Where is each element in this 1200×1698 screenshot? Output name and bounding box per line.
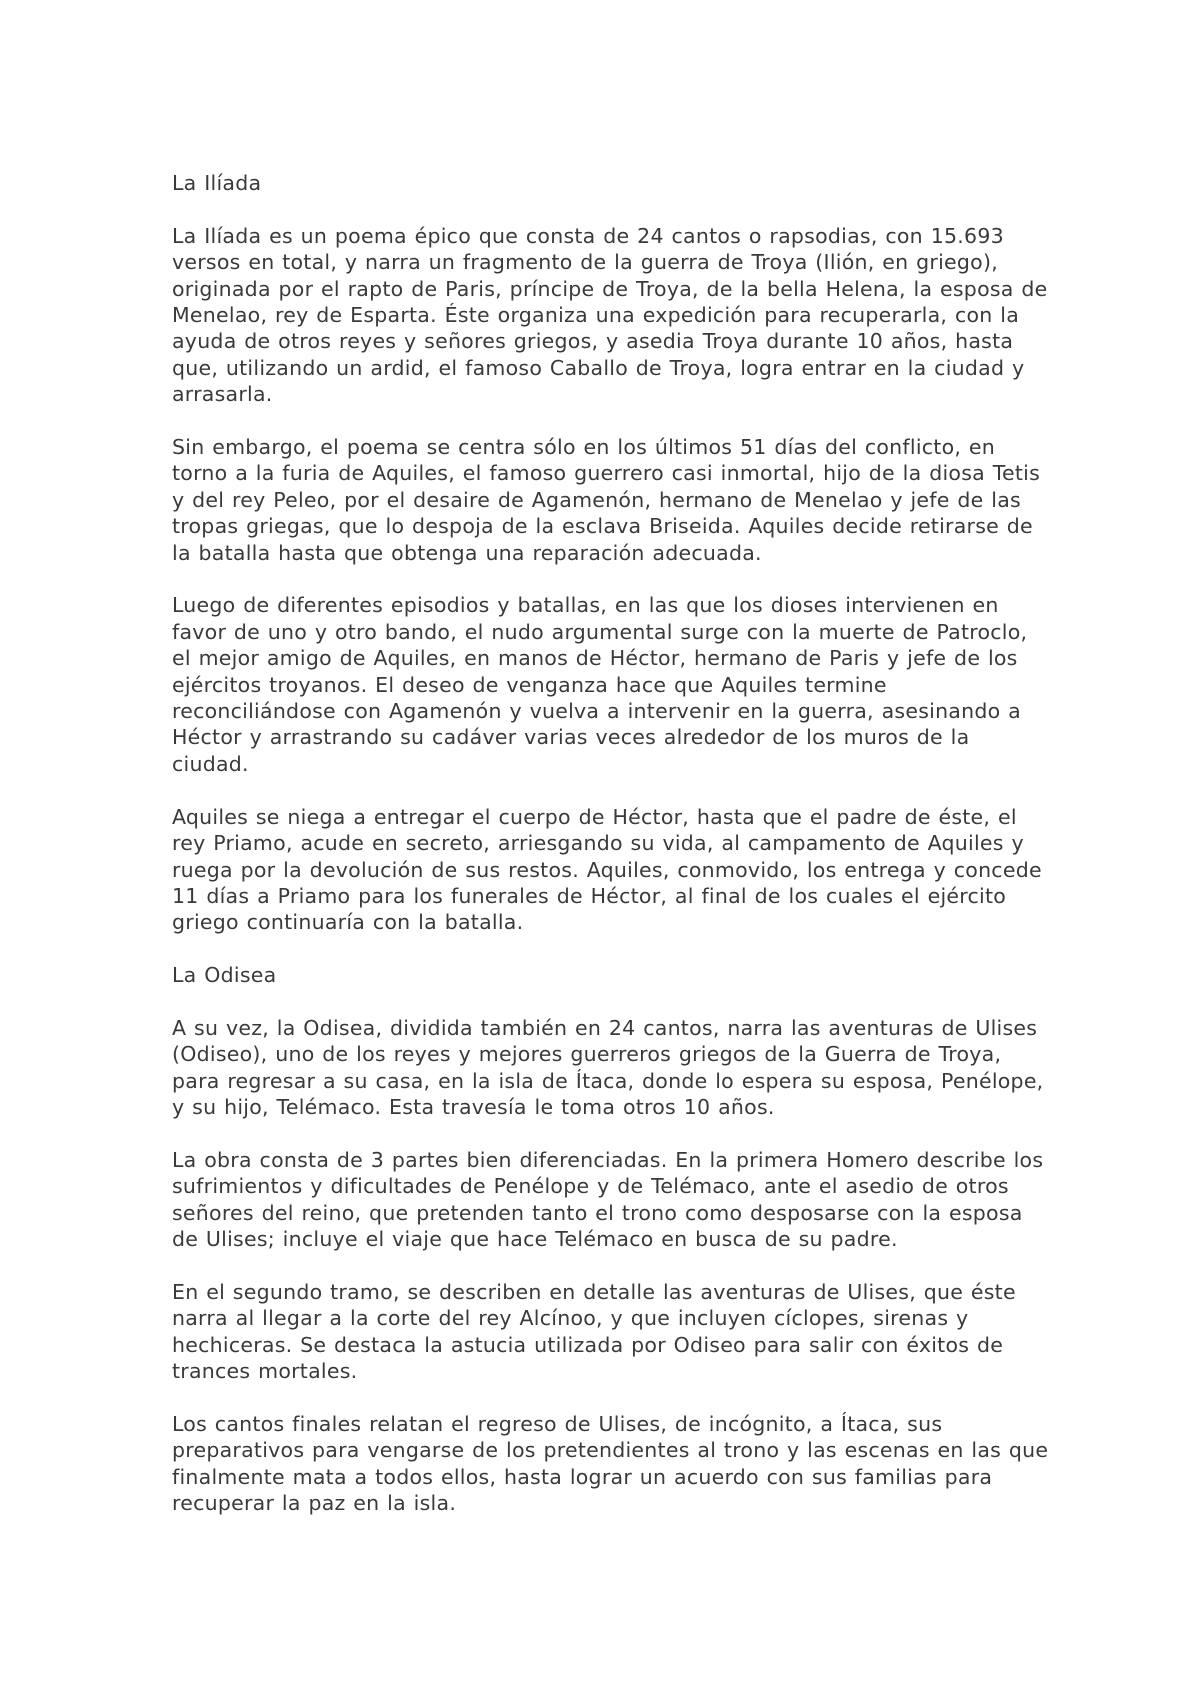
paragraph: Luego de diferentes episodios y batallas, en las que los dioses intervienen en favor de uno y otro bando, el nudo argumental surge con la muerte de Patroclo, el mejor amigo de Aquiles, en manos de Héctor, hermano de Paris y jefe de los ejércitos troyanos. El deseo de venganza hace que Aquiles termine reconciliándose con Agamenón y vuelva a intervenir en la guerra, asesinando a Héctor y arrastrando su cadáver varias veces alrededor de los muros de la ciudad. <box>172 593 1028 776</box>
paragraph: A su vez, la Odisea, dividida también en 24 cantos, narra las aventuras de Ulises (Odiseo), uno de los reyes y mejores guerreros griegos de la Guerra de Troya, para regresar a su casa, en la isla de Ítaca, donde lo espera su esposa, Penélope, y su hijo, Telémaco. Esta travesía le toma otros 10 años. <box>172 1015 1044 1120</box>
paragraph: En el segundo tramo, se describen en detalle las aventuras de Ulises, que éste narra al llegar a la corte del rey Alcínoo, y que incluyen cíclopes, sirenas y hechiceras. Se destaca la astucia utilizada por Odiseo para salir con éxitos de trances mortales. <box>172 1279 1016 1384</box>
section-heading-iliada: La Ilíada <box>172 171 262 195</box>
paragraph: Aquiles se niega a entregar el cuerpo de Héctor, hasta que el padre de éste, el rey Priamo, acude en secreto, arriesgando su vida, al campamento de Aquiles y ruega por la devolución de sus restos. Aquiles, conmovido, los entrega y concede 11 días a Priamo para los funerales de Héctor, al final de los cuales el ejército griego continuaría con la batalla. <box>172 804 1042 935</box>
paragraph: Sin embargo, el poema se centra sólo en los últimos 51 días del conflicto, en torno a la furia de Aquiles, el famoso guerrero casi inmortal, hijo de la diosa Tetis y del rey Peleo, por el desaire de Agamenón, hermano de Menelao y jefe de las tropas griegas, que lo despoja de la esclava Briseida. Aquiles decide retirarse de la batalla hasta que obtenga una reparación adecuada. <box>172 435 1041 565</box>
section-heading-odisea: La Odisea <box>172 963 277 988</box>
paragraph: La Ilíada es un poema épico que consta de 24 cantos o rapsodias, con 15.693 versos en total, y narra un fragmento de la guerra de Troya (Ilión, en griego), originada por el rapto de Paris, príncipe de Troya, de la bella Helena, la esposa de Menelao, rey de Esparta. Éste organiza una expedición para recuperarla, con la ayuda de otros reyes y señores griegos, y asedia Troya durante 10 años, hasta que, utilizando un ardid, el famoso Caballo de Troya, logra entrar en la ciudad y arrasarla. <box>172 223 1048 407</box>
paragraph: La obra consta de 3 partes bien diferenciadas. En la primera Homero describe los sufrimientos y dificultades de Penélope y de Telémaco, ante el asedio de otros señores del reino, que pretenden tanto el trono como desposarse con la esposa de Ulises; incluye el viaje que hace Telémaco en busca de su padre. <box>172 1147 1044 1252</box>
paragraph: Los cantos finales relatan el regreso de Ulises, de incógnito, a Ítaca, sus preparativos para vengarse de los pretendientes al trono y las escenas en las que finalmente mata a todos ellos, hasta lograr un acuerdo con sus familias para recuperar la paz en la isla. <box>172 1411 1049 1516</box>
document-body <box>172 170 1052 1543</box>
